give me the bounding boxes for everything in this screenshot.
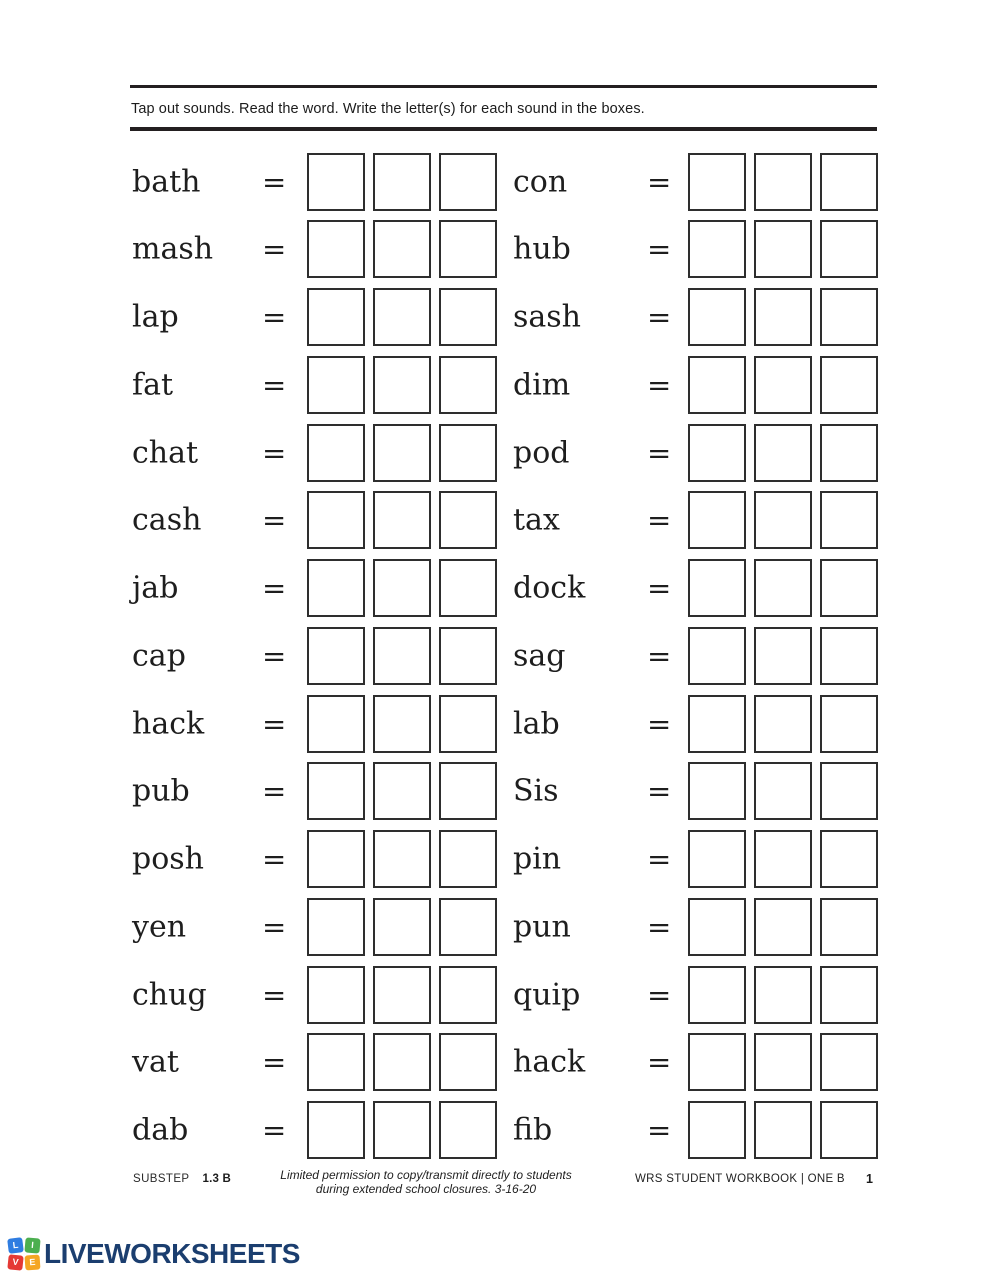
- answer-boxes-left: [307, 424, 497, 482]
- word-left: posh: [132, 841, 204, 877]
- answer-box[interactable]: [439, 491, 497, 549]
- answer-box[interactable]: [754, 1101, 812, 1159]
- answer-box[interactable]: [754, 627, 812, 685]
- liveworksheets-logo-text: LIVEWORKSHEETS: [44, 1238, 300, 1269]
- answer-box[interactable]: [373, 695, 431, 753]
- answer-box[interactable]: [373, 762, 431, 820]
- answer-boxes-right: [688, 898, 878, 956]
- answer-box[interactable]: [373, 898, 431, 956]
- equals-sign: =: [647, 503, 672, 538]
- answer-box[interactable]: [439, 559, 497, 617]
- equals-sign: =: [262, 571, 287, 605]
- word-right: hack: [513, 1044, 586, 1080]
- word-left: pub: [132, 773, 190, 809]
- answer-box[interactable]: [754, 762, 812, 820]
- word-right: dock: [513, 570, 586, 606]
- answer-boxes-left: [307, 898, 497, 956]
- word-left: chug: [132, 977, 207, 1012]
- word-right: tax: [513, 502, 560, 538]
- logo-tile-l: L: [7, 1237, 24, 1254]
- word-right: lab: [513, 706, 560, 741]
- word-right: sag: [513, 638, 566, 674]
- answer-box[interactable]: [307, 220, 365, 278]
- answer-box[interactable]: [373, 220, 431, 278]
- answer-box[interactable]: [688, 830, 746, 888]
- answer-box[interactable]: [754, 830, 812, 888]
- answer-box[interactable]: [307, 627, 365, 685]
- answer-boxes-right: [688, 830, 878, 888]
- answer-box[interactable]: [307, 830, 365, 888]
- answer-boxes-left: [307, 695, 497, 753]
- equals-sign: =: [647, 706, 672, 741]
- word-row: [0, 356, 1000, 414]
- word-left: vat: [132, 1044, 179, 1080]
- permission-note: [265, 1169, 587, 1196]
- answer-boxes-right: [688, 220, 878, 278]
- answer-box[interactable]: [688, 356, 746, 414]
- word-left: bath: [132, 164, 201, 199]
- answer-box[interactable]: [754, 153, 812, 211]
- word-row: [0, 830, 1000, 888]
- equals-sign: =: [647, 1113, 672, 1147]
- equals-sign: =: [262, 367, 287, 402]
- header-rule-top: [130, 85, 877, 88]
- answer-box[interactable]: [820, 1101, 878, 1159]
- equals-sign: =: [647, 638, 672, 673]
- answer-box[interactable]: [688, 1101, 746, 1159]
- word-right: pod: [513, 435, 570, 470]
- answer-boxes-right: [688, 966, 878, 1024]
- equals-sign: =: [262, 503, 287, 538]
- equals-sign: =: [647, 571, 672, 605]
- answer-box[interactable]: [439, 627, 497, 685]
- answer-box[interactable]: [820, 491, 878, 549]
- equals-sign: =: [647, 1045, 672, 1080]
- equals-sign: =: [647, 300, 672, 334]
- word-row: [0, 762, 1000, 820]
- answer-box[interactable]: [307, 153, 365, 211]
- equals-sign: =: [647, 774, 672, 809]
- equals-sign: =: [262, 232, 287, 267]
- word-right: fib: [513, 1112, 553, 1148]
- answer-box[interactable]: [688, 695, 746, 753]
- logo-tile-i: I: [24, 1237, 40, 1253]
- answer-box[interactable]: [439, 220, 497, 278]
- equals-sign: =: [647, 909, 672, 944]
- permission-line1: Limited permission to copy/transmit directly to students: [280, 1168, 572, 1182]
- word-row: [0, 153, 1000, 211]
- word-left: lap: [132, 299, 179, 335]
- answer-box[interactable]: [820, 356, 878, 414]
- answer-box[interactable]: [820, 627, 878, 685]
- answer-box[interactable]: [439, 898, 497, 956]
- answer-boxes-right: [688, 695, 878, 753]
- word-row: [0, 288, 1000, 346]
- answer-boxes-left: [307, 356, 497, 414]
- equals-sign: =: [262, 842, 287, 876]
- word-right: pin: [513, 841, 562, 877]
- answer-box[interactable]: [439, 288, 497, 346]
- answer-box[interactable]: [439, 153, 497, 211]
- word-row: [0, 491, 1000, 549]
- workbook-label: WRS STUDENT WORKBOOK | ONE B: [635, 1173, 845, 1185]
- word-right: sash: [513, 299, 581, 335]
- answer-box[interactable]: [439, 1033, 497, 1091]
- equals-sign: =: [262, 1045, 287, 1080]
- answer-box[interactable]: [373, 966, 431, 1024]
- answer-box[interactable]: [373, 830, 431, 888]
- answer-box[interactable]: [307, 491, 365, 549]
- answer-box[interactable]: [820, 966, 878, 1024]
- equals-sign: =: [647, 367, 672, 402]
- answer-boxes-left: [307, 559, 497, 617]
- answer-box[interactable]: [373, 153, 431, 211]
- answer-box[interactable]: [754, 966, 812, 1024]
- answer-box[interactable]: [820, 695, 878, 753]
- answer-box[interactable]: [754, 356, 812, 414]
- answer-box[interactable]: [373, 288, 431, 346]
- answer-box[interactable]: [688, 288, 746, 346]
- answer-box[interactable]: [688, 424, 746, 482]
- answer-box[interactable]: [439, 695, 497, 753]
- answer-boxes-left: [307, 1101, 497, 1159]
- answer-box[interactable]: [820, 424, 878, 482]
- answer-boxes-right: [688, 627, 878, 685]
- answer-box[interactable]: [439, 830, 497, 888]
- logo-tile-v: V: [7, 1254, 23, 1270]
- substep-value: 1.3 B: [202, 1173, 231, 1185]
- word-left: cap: [132, 638, 186, 674]
- answer-box[interactable]: [754, 695, 812, 753]
- answer-box[interactable]: [688, 153, 746, 211]
- permission-line2: during extended school closures. 3-16-20: [315, 1181, 537, 1196]
- answer-box[interactable]: [307, 1033, 365, 1091]
- answer-boxes-left: [307, 220, 497, 278]
- answer-box[interactable]: [307, 559, 365, 617]
- answer-box[interactable]: [820, 220, 878, 278]
- answer-box[interactable]: [754, 220, 812, 278]
- answer-boxes-right: [688, 356, 878, 414]
- equals-sign: =: [262, 977, 287, 1012]
- answer-box[interactable]: [820, 898, 878, 956]
- word-right: dim: [513, 367, 571, 403]
- instructions-text: Tap out sounds. Read the word. Write the letter(s) for each sound in the boxes.: [131, 101, 645, 117]
- answer-box[interactable]: [373, 424, 431, 482]
- equals-sign: =: [647, 164, 672, 199]
- substep-label-group: [133, 1173, 231, 1185]
- word-row: [0, 220, 1000, 278]
- answer-boxes-right: [688, 424, 878, 482]
- answer-boxes-left: [307, 153, 497, 211]
- answer-boxes-right: [688, 1033, 878, 1091]
- logo-tile-e: E: [24, 1254, 40, 1270]
- answer-boxes-right: [688, 288, 878, 346]
- answer-box[interactable]: [754, 1033, 812, 1091]
- equals-sign: =: [262, 909, 287, 944]
- equals-sign: =: [262, 706, 287, 741]
- answer-boxes-right: [688, 559, 878, 617]
- answer-box[interactable]: [688, 898, 746, 956]
- word-row: [0, 559, 1000, 617]
- answer-boxes-left: [307, 627, 497, 685]
- answer-box[interactable]: [754, 288, 812, 346]
- answer-box[interactable]: [373, 1033, 431, 1091]
- answer-box[interactable]: [307, 424, 365, 482]
- answer-box[interactable]: [373, 491, 431, 549]
- word-row: [0, 424, 1000, 482]
- answer-box[interactable]: [688, 966, 746, 1024]
- answer-box[interactable]: [439, 1101, 497, 1159]
- answer-boxes-left: [307, 1033, 497, 1091]
- answer-box[interactable]: [307, 695, 365, 753]
- answer-box[interactable]: [820, 1033, 878, 1091]
- word-row: [0, 1101, 1000, 1159]
- answer-boxes-left: [307, 966, 497, 1024]
- word-left: hack: [132, 706, 205, 741]
- answer-box[interactable]: [307, 288, 365, 346]
- answer-box[interactable]: [373, 356, 431, 414]
- word-left: yen: [132, 909, 187, 945]
- equals-sign: =: [647, 842, 672, 876]
- answer-box[interactable]: [307, 966, 365, 1024]
- equals-sign: =: [262, 638, 287, 673]
- answer-box[interactable]: [754, 424, 812, 482]
- equals-sign: =: [647, 977, 672, 1012]
- answer-box[interactable]: [688, 1033, 746, 1091]
- equals-sign: =: [262, 774, 287, 809]
- answer-box[interactable]: [688, 491, 746, 549]
- word-row: [0, 1033, 1000, 1091]
- word-row: [0, 695, 1000, 753]
- answer-box[interactable]: [373, 1101, 431, 1159]
- answer-box[interactable]: [307, 898, 365, 956]
- answer-box[interactable]: [307, 356, 365, 414]
- word-right: Sis: [513, 773, 559, 809]
- word-left: dab: [132, 1112, 189, 1148]
- answer-box[interactable]: [820, 762, 878, 820]
- equals-sign: =: [647, 435, 672, 470]
- equals-sign: =: [262, 164, 287, 199]
- word-right: con: [513, 164, 568, 199]
- word-row: [0, 627, 1000, 685]
- word-left: cash: [132, 502, 202, 538]
- word-left: jab: [132, 570, 179, 606]
- answer-boxes-right: [688, 1101, 878, 1159]
- answer-box[interactable]: [307, 762, 365, 820]
- header-rule-bottom: [130, 127, 877, 131]
- equals-sign: =: [647, 232, 672, 267]
- word-row: [0, 898, 1000, 956]
- answer-boxes-right: [688, 153, 878, 211]
- answer-box[interactable]: [820, 830, 878, 888]
- answer-box[interactable]: [688, 762, 746, 820]
- answer-boxes-right: [688, 762, 878, 820]
- word-left: chat: [132, 435, 199, 470]
- answer-box[interactable]: [820, 288, 878, 346]
- word-left: fat: [132, 367, 174, 403]
- answer-boxes-left: [307, 491, 497, 549]
- substep-label: SUBSTEP: [133, 1173, 190, 1185]
- equals-sign: =: [262, 1113, 287, 1147]
- answer-box[interactable]: [754, 898, 812, 956]
- answer-box[interactable]: [688, 220, 746, 278]
- word-right: quip: [513, 977, 581, 1012]
- word-row: [0, 966, 1000, 1024]
- answer-boxes-left: [307, 830, 497, 888]
- word-right: hub: [513, 231, 571, 267]
- answer-box[interactable]: [688, 627, 746, 685]
- word-right: pun: [513, 909, 571, 945]
- page-number: 1: [866, 1172, 873, 1186]
- answer-box[interactable]: [820, 559, 878, 617]
- answer-box[interactable]: [373, 559, 431, 617]
- equals-sign: =: [262, 435, 287, 470]
- answer-boxes-right: [688, 491, 878, 549]
- word-left: mash: [132, 231, 214, 267]
- answer-box[interactable]: [439, 356, 497, 414]
- answer-box[interactable]: [820, 153, 878, 211]
- answer-boxes-left: [307, 288, 497, 346]
- answer-box[interactable]: [688, 559, 746, 617]
- liveworksheets-logo-icon: [8, 1238, 40, 1270]
- equals-sign: =: [262, 300, 287, 334]
- answer-boxes-left: [307, 762, 497, 820]
- answer-box[interactable]: [307, 1101, 365, 1159]
- answer-box[interactable]: [373, 627, 431, 685]
- answer-box[interactable]: [754, 491, 812, 549]
- liveworksheets-logo: [8, 1238, 300, 1270]
- answer-box[interactable]: [754, 559, 812, 617]
- answer-box[interactable]: [439, 424, 497, 482]
- answer-box[interactable]: [439, 762, 497, 820]
- answer-box[interactable]: [439, 966, 497, 1024]
